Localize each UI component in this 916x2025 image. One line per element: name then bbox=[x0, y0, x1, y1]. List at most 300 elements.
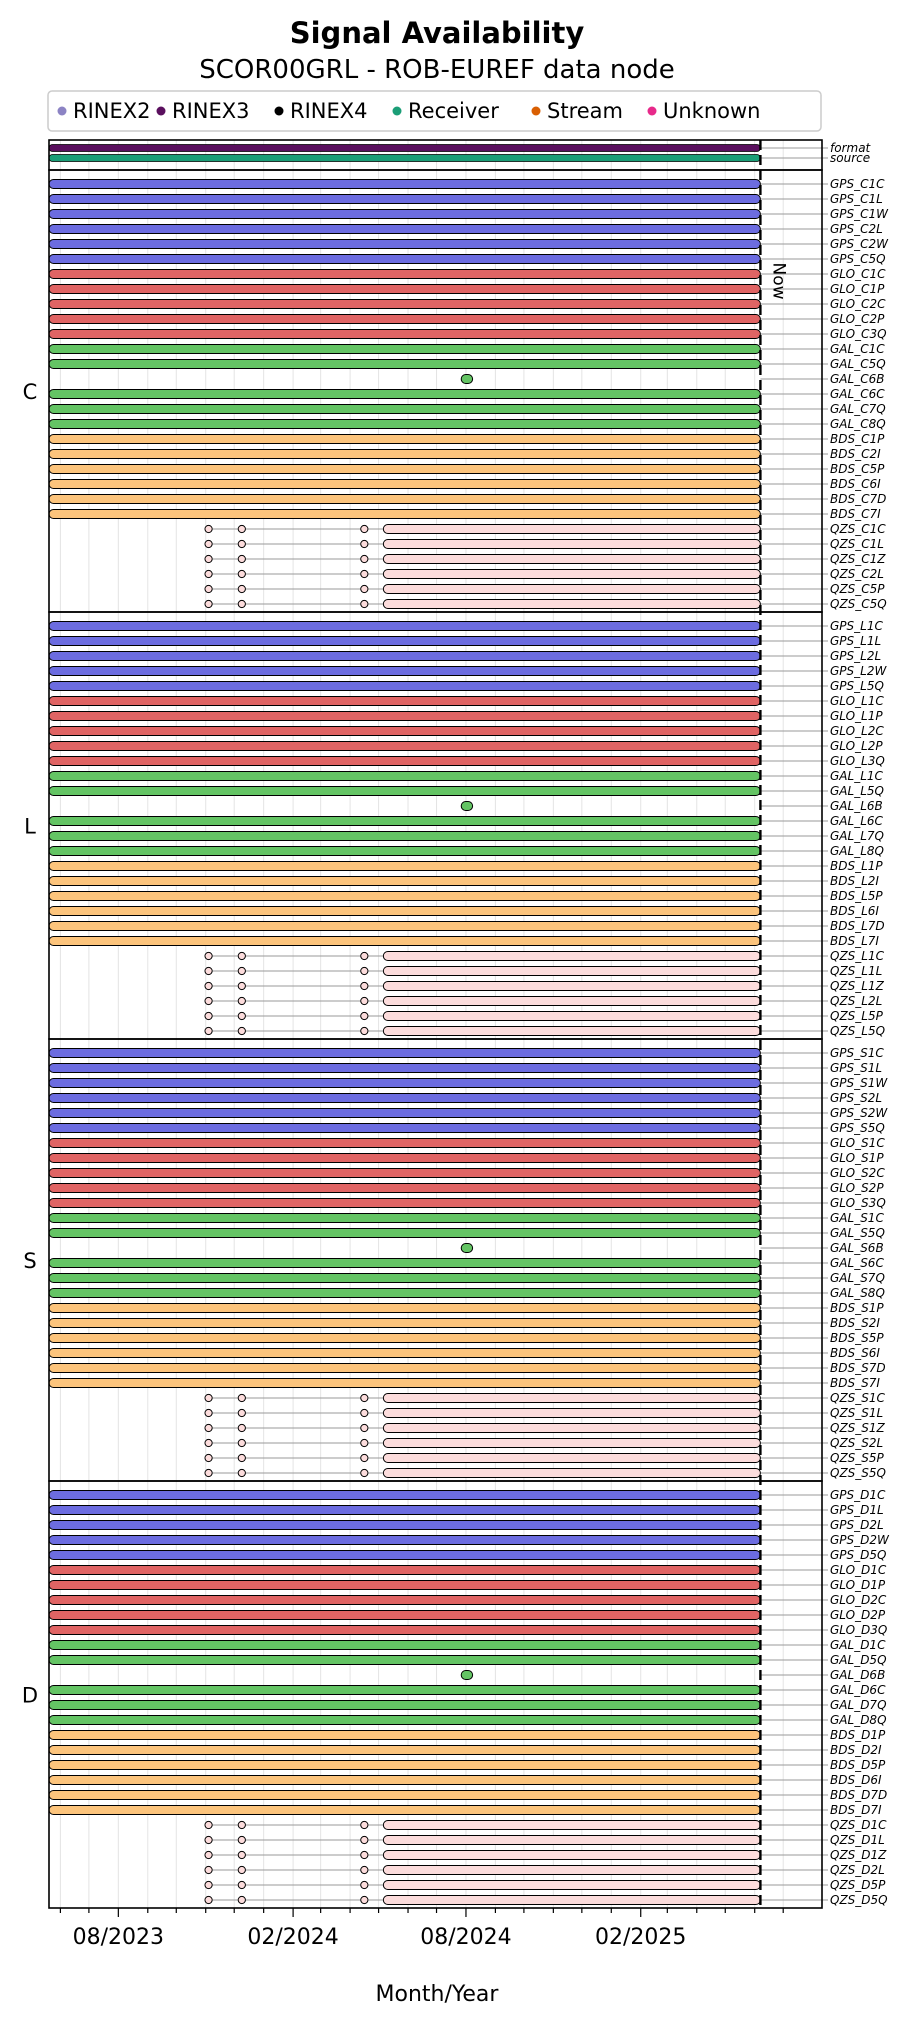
row-label: format bbox=[830, 141, 871, 155]
row-label: GAL_D6C bbox=[830, 1683, 886, 1697]
row-label: BDS_L7I bbox=[830, 934, 879, 948]
availability-bar bbox=[49, 847, 760, 856]
availability-point bbox=[238, 1881, 245, 1888]
availability-bar bbox=[49, 1139, 760, 1148]
availability-bar bbox=[49, 330, 760, 339]
x-tick-label: 02/2025 bbox=[595, 1925, 687, 1950]
availability-point bbox=[205, 1027, 212, 1034]
availability-point bbox=[205, 1454, 212, 1461]
row-label: QZS_S5Q bbox=[830, 1466, 886, 1480]
availability-bar bbox=[49, 210, 760, 219]
availability-bar bbox=[49, 922, 760, 931]
availability-point bbox=[361, 525, 368, 532]
availability-point bbox=[238, 570, 245, 577]
row-label: GAL_C6C bbox=[830, 387, 885, 401]
availability-bar bbox=[49, 1199, 760, 1208]
row-label: BDS_L5P bbox=[830, 889, 883, 903]
availability-bar bbox=[49, 682, 760, 691]
row-label: GLO_L1C bbox=[830, 694, 884, 708]
availability-bar bbox=[49, 180, 760, 189]
row-label: QZS_C1C bbox=[830, 522, 886, 536]
availability-bar bbox=[49, 697, 760, 706]
legend-item-receiver bbox=[393, 99, 500, 123]
availability-bar bbox=[461, 1671, 472, 1680]
availability-point bbox=[238, 1394, 245, 1401]
availability-point bbox=[361, 1439, 368, 1446]
row-label: QZS_C1Z bbox=[830, 552, 886, 566]
row-label: QZS_S5P bbox=[830, 1451, 884, 1465]
availability-point bbox=[361, 1866, 368, 1873]
availability-point bbox=[361, 1409, 368, 1416]
row-label: GPS_L2W bbox=[830, 664, 887, 678]
row-label: QZS_C5Q bbox=[830, 597, 887, 611]
legend-marker-receiver bbox=[393, 107, 402, 116]
availability-point bbox=[205, 1881, 212, 1888]
availability-bar bbox=[49, 772, 760, 781]
row-label: GLO_D3Q bbox=[830, 1623, 888, 1637]
panel-L bbox=[49, 622, 828, 1036]
availability-bar bbox=[49, 480, 760, 489]
row-label: QZS_L1Z bbox=[830, 979, 884, 993]
availability-bar bbox=[49, 1229, 760, 1238]
availability-point bbox=[205, 555, 212, 562]
panel-label-S: S bbox=[23, 1249, 37, 1273]
availability-bar bbox=[49, 1334, 760, 1343]
legend-label-rinex2: RINEX2 bbox=[73, 99, 151, 123]
availability-bar bbox=[383, 997, 760, 1006]
availability-bar bbox=[383, 540, 760, 549]
availability-bar bbox=[49, 1154, 760, 1163]
availability-point bbox=[361, 1454, 368, 1461]
availability-bar bbox=[49, 1289, 760, 1298]
row-label: GPS_L1L bbox=[830, 634, 882, 648]
availability-bar bbox=[49, 345, 760, 354]
row-label: GLO_D2C bbox=[830, 1593, 887, 1607]
legend-marker-stream bbox=[532, 107, 541, 116]
row-label: BDS_D7D bbox=[830, 1788, 888, 1802]
availability-point bbox=[205, 1409, 212, 1416]
row-label: GLO_D1P bbox=[830, 1578, 886, 1592]
plot-marks bbox=[49, 145, 828, 1905]
availability-point bbox=[238, 555, 245, 562]
availability-bar bbox=[461, 802, 472, 811]
row-label: GAL_C1C bbox=[830, 342, 885, 356]
row-label: QZS_S1C bbox=[830, 1391, 885, 1405]
availability-bar bbox=[383, 1409, 760, 1418]
legend-label-stream: Stream bbox=[547, 99, 623, 123]
availability-point bbox=[205, 1896, 212, 1903]
row-label: GAL_L6C bbox=[830, 814, 883, 828]
availability-bar bbox=[383, 1454, 760, 1463]
availability-bar bbox=[383, 1866, 760, 1875]
availability-point bbox=[238, 1027, 245, 1034]
row-label: GLO_C2P bbox=[830, 312, 885, 326]
availability-bar bbox=[49, 907, 760, 916]
availability-point bbox=[361, 1851, 368, 1858]
availability-bar bbox=[49, 1491, 760, 1500]
row-label: GPS_C2L bbox=[830, 222, 883, 236]
row-label: GPS_D5Q bbox=[830, 1548, 887, 1562]
availability-bar bbox=[49, 817, 760, 826]
availability-bar bbox=[49, 1319, 760, 1328]
availability-point bbox=[205, 1424, 212, 1431]
availability-bar bbox=[383, 1424, 760, 1433]
row-label: GPS_C2W bbox=[830, 237, 889, 251]
panel-label-C: C bbox=[22, 380, 38, 404]
availability-bar bbox=[49, 1521, 760, 1530]
availability-point bbox=[238, 525, 245, 532]
availability-bar bbox=[49, 1581, 760, 1590]
row-label: GAL_S8Q bbox=[830, 1286, 885, 1300]
row-label: GLO_S1P bbox=[830, 1151, 884, 1165]
row-label: GLO_D2P bbox=[830, 1608, 886, 1622]
availability-point bbox=[205, 1012, 212, 1019]
row-label: GPS_L2L bbox=[830, 649, 882, 663]
availability-bar bbox=[49, 1731, 760, 1740]
availability-bar bbox=[49, 1094, 760, 1103]
row-label: GAL_D8Q bbox=[830, 1713, 887, 1727]
availability-bar bbox=[49, 240, 760, 249]
availability-bar bbox=[49, 1746, 760, 1755]
row-label: QZS_D5Q bbox=[830, 1893, 888, 1907]
availability-point bbox=[205, 967, 212, 974]
availability-bar bbox=[49, 1776, 760, 1785]
row-label: QZS_D1C bbox=[830, 1818, 887, 1832]
availability-bar bbox=[383, 1027, 760, 1036]
row-label: QZS_S1Z bbox=[830, 1421, 885, 1435]
row-label: GPS_D1C bbox=[830, 1488, 886, 1502]
availability-bar bbox=[49, 195, 760, 204]
legend-marker-rinex2 bbox=[58, 107, 67, 116]
availability-point bbox=[361, 1394, 368, 1401]
availability-bar bbox=[49, 1536, 760, 1545]
availability-point bbox=[238, 1851, 245, 1858]
panel-label-L: L bbox=[24, 814, 36, 839]
row-label: QZS_L1C bbox=[830, 949, 884, 963]
row-label: QZS_C2L bbox=[830, 567, 884, 581]
availability-point bbox=[361, 585, 368, 592]
availability-bar bbox=[49, 405, 760, 414]
availability-bar bbox=[383, 1851, 760, 1860]
availability-bar bbox=[383, 982, 760, 991]
availability-bar bbox=[49, 1109, 760, 1118]
availability-bar bbox=[49, 255, 760, 264]
availability-bar bbox=[49, 1049, 760, 1058]
row-label: source bbox=[830, 151, 871, 165]
availability-point bbox=[238, 1896, 245, 1903]
row-label: QZS_L2L bbox=[830, 994, 883, 1008]
row-label: GAL_C5Q bbox=[830, 357, 886, 371]
availability-bar bbox=[49, 652, 760, 661]
availability-point bbox=[205, 1394, 212, 1401]
row-label: BDS_L6I bbox=[830, 904, 879, 918]
row-label: GLO_C1P bbox=[830, 282, 885, 296]
availability-point bbox=[205, 585, 212, 592]
availability-bar bbox=[49, 360, 760, 369]
row-label: GAL_L7Q bbox=[830, 829, 884, 843]
availability-bar bbox=[383, 570, 760, 579]
row-label: BDS_D2I bbox=[830, 1743, 882, 1757]
availability-point bbox=[238, 1469, 245, 1476]
row-label: BDS_L2I bbox=[830, 874, 879, 888]
row-label: QZS_L5P bbox=[830, 1009, 883, 1023]
row-label: GAL_D7Q bbox=[830, 1698, 887, 1712]
availability-point bbox=[361, 1836, 368, 1843]
availability-bar bbox=[383, 1821, 760, 1830]
row-label: QZS_C5P bbox=[830, 582, 885, 596]
availability-bar bbox=[49, 1551, 760, 1560]
availability-point bbox=[205, 600, 212, 607]
row-label: BDS_C5P bbox=[830, 462, 885, 476]
availability-bar bbox=[49, 510, 760, 519]
availability-point bbox=[361, 1469, 368, 1476]
availability-bar bbox=[49, 1701, 760, 1710]
availability-bar bbox=[383, 1012, 760, 1021]
row-label: BDS_D5P bbox=[830, 1758, 886, 1772]
availability-point bbox=[205, 997, 212, 1004]
row-label: BDS_D6I bbox=[830, 1773, 882, 1787]
row-label: BDS_L1P bbox=[830, 859, 883, 873]
row-label: GAL_L1C bbox=[830, 769, 883, 783]
legend-item-unknown bbox=[648, 99, 761, 123]
availability-point bbox=[361, 982, 368, 989]
row-label: BDS_D7I bbox=[830, 1803, 882, 1817]
row-label: QZS_S1L bbox=[830, 1406, 884, 1420]
row-label: QZS_D2L bbox=[830, 1863, 885, 1877]
availability-point bbox=[205, 952, 212, 959]
x-tick-label: 02/2024 bbox=[247, 1925, 339, 1950]
availability-point bbox=[238, 1012, 245, 1019]
row-label: GLO_L2C bbox=[830, 724, 884, 738]
row-label: GAL_D1C bbox=[830, 1638, 886, 1652]
row-label: GLO_C1C bbox=[830, 267, 886, 281]
row-label: GPS_S1C bbox=[830, 1046, 884, 1060]
row-label: GPS_S5Q bbox=[830, 1121, 885, 1135]
availability-bar bbox=[49, 1079, 760, 1088]
row-label: GPS_C5Q bbox=[830, 252, 886, 266]
row-label: BDS_S6I bbox=[830, 1346, 880, 1360]
panel-D bbox=[49, 1491, 828, 1905]
availability-bar bbox=[49, 1304, 760, 1313]
row-label: GAL_D5Q bbox=[830, 1653, 887, 1667]
row-label: GLO_C2C bbox=[830, 297, 886, 311]
x-axis bbox=[60, 1908, 783, 1950]
availability-bar bbox=[49, 892, 760, 901]
availability-bar bbox=[49, 1184, 760, 1193]
row-label: GPS_C1C bbox=[830, 177, 885, 191]
row-label: BDS_S2I bbox=[830, 1316, 880, 1330]
availability-point bbox=[238, 1439, 245, 1446]
availability-bar bbox=[49, 465, 760, 474]
availability-bar bbox=[383, 1394, 760, 1403]
availability-bar bbox=[49, 1596, 760, 1605]
availability-point bbox=[361, 1012, 368, 1019]
row-label: GAL_S6C bbox=[830, 1256, 884, 1270]
row-label: QZS_L1L bbox=[830, 964, 883, 978]
availability-bar bbox=[383, 1836, 760, 1845]
availability-bar bbox=[49, 1506, 760, 1515]
row-label: GPS_C1W bbox=[830, 207, 889, 221]
row-label: BDS_C1P bbox=[830, 432, 885, 446]
x-tick-label: 08/2023 bbox=[72, 1925, 165, 1950]
availability-bar bbox=[383, 600, 760, 609]
legend-label-receiver: Receiver bbox=[408, 99, 499, 123]
row-label: QZS_D5P bbox=[830, 1878, 886, 1892]
availability-bar bbox=[49, 450, 760, 459]
availability-point bbox=[238, 585, 245, 592]
availability-bar bbox=[49, 877, 760, 886]
availability-point bbox=[361, 952, 368, 959]
row-label: BDS_S7I bbox=[830, 1376, 880, 1390]
availability-bar bbox=[49, 1791, 760, 1800]
row-label: GPS_C1L bbox=[830, 192, 883, 206]
availability-bar bbox=[49, 1349, 760, 1358]
availability-bar bbox=[383, 585, 760, 594]
availability-point bbox=[361, 600, 368, 607]
availability-point bbox=[238, 952, 245, 959]
availability-point bbox=[361, 1027, 368, 1034]
availability-bar bbox=[49, 435, 760, 444]
availability-point bbox=[238, 982, 245, 989]
row-label: GAL_S7Q bbox=[830, 1271, 885, 1285]
availability-point bbox=[238, 1409, 245, 1416]
row-label: QZS_S2L bbox=[830, 1436, 884, 1450]
availability-bar bbox=[49, 862, 760, 871]
row-label: GLO_L3Q bbox=[830, 754, 885, 768]
availability-bar bbox=[461, 1244, 472, 1253]
availability-bar bbox=[461, 375, 472, 384]
availability-bar bbox=[49, 1686, 760, 1695]
availability-bar bbox=[49, 1806, 760, 1815]
availability-point bbox=[205, 982, 212, 989]
row-label: BDS_L7D bbox=[830, 919, 885, 933]
availability-point bbox=[361, 967, 368, 974]
availability-bar bbox=[49, 1274, 760, 1283]
availability-point bbox=[361, 570, 368, 577]
availability-point bbox=[205, 1821, 212, 1828]
row-label: BDS_C2I bbox=[830, 447, 881, 461]
availability-bar bbox=[49, 1566, 760, 1575]
row-label: GPS_S1L bbox=[830, 1061, 883, 1075]
row-label: GLO_L1P bbox=[830, 709, 883, 723]
availability-bar bbox=[49, 727, 760, 736]
row-label: GPS_D1L bbox=[830, 1503, 884, 1517]
availability-bar bbox=[49, 1214, 760, 1223]
availability-point bbox=[238, 1454, 245, 1461]
x-tick-label: 08/2024 bbox=[420, 1925, 512, 1950]
availability-bar bbox=[49, 1259, 760, 1268]
row-label: GAL_L5Q bbox=[830, 784, 884, 798]
availability-bar bbox=[49, 1379, 760, 1388]
availability-point bbox=[205, 525, 212, 532]
panel-label-D: D bbox=[21, 1683, 39, 1708]
row-label: GAL_S6B bbox=[830, 1241, 884, 1255]
legend-marker-rinex4 bbox=[275, 107, 284, 116]
availability-point bbox=[238, 1821, 245, 1828]
availability-point bbox=[205, 1851, 212, 1858]
availability-bar bbox=[383, 1469, 760, 1478]
row-label: BDS_S5P bbox=[830, 1331, 884, 1345]
availability-bar bbox=[383, 1439, 760, 1448]
availability-bar bbox=[383, 967, 760, 976]
meta-bar-format bbox=[49, 145, 760, 152]
availability-bar bbox=[49, 225, 760, 234]
row-label: GLO_S2C bbox=[830, 1166, 885, 1180]
availability-bar bbox=[49, 1641, 760, 1650]
availability-bar bbox=[49, 300, 760, 309]
meta-rows bbox=[49, 145, 828, 162]
availability-point bbox=[238, 997, 245, 1004]
legend-label-rinex4: RINEX4 bbox=[290, 99, 368, 123]
legend-label-unknown: Unknown bbox=[663, 99, 761, 123]
availability-bar bbox=[49, 1716, 760, 1725]
row-label: QZS_D1L bbox=[830, 1833, 885, 1847]
row-label: GLO_L2P bbox=[830, 739, 883, 753]
row-label: GPS_S2W bbox=[830, 1106, 888, 1120]
availability-bar bbox=[49, 1656, 760, 1665]
availability-bar bbox=[49, 1124, 760, 1133]
availability-bar bbox=[49, 1064, 760, 1073]
availability-point bbox=[238, 1866, 245, 1873]
availability-bar bbox=[49, 315, 760, 324]
row-label: GPS_D2W bbox=[830, 1533, 889, 1547]
row-label: BDS_C7D bbox=[830, 492, 887, 506]
x-axis-label: Month/Year bbox=[375, 1982, 499, 2007]
row-label: GAL_L8Q bbox=[830, 844, 884, 858]
row-label: GPS_S2L bbox=[830, 1091, 883, 1105]
legend-label-rinex3: RINEX3 bbox=[172, 99, 250, 123]
availability-point bbox=[238, 1836, 245, 1843]
availability-bar bbox=[49, 757, 760, 766]
availability-bar bbox=[49, 622, 760, 631]
row-label: QZS_L5Q bbox=[830, 1024, 886, 1038]
availability-bar bbox=[49, 270, 760, 279]
availability-point bbox=[361, 1896, 368, 1903]
row-label: GAL_D6B bbox=[830, 1668, 886, 1682]
chart-title: Signal Availability bbox=[289, 16, 585, 50]
row-label: GLO_D1C bbox=[830, 1563, 887, 1577]
availability-bar bbox=[49, 667, 760, 676]
availability-point bbox=[361, 997, 368, 1004]
row-label: GLO_S2P bbox=[830, 1181, 884, 1195]
availability-bar bbox=[49, 1761, 760, 1770]
availability-point bbox=[361, 1424, 368, 1431]
availability-point bbox=[238, 540, 245, 547]
availability-point bbox=[205, 1439, 212, 1446]
row-label: BDS_S1P bbox=[830, 1301, 884, 1315]
availability-bar bbox=[49, 712, 760, 721]
availability-point bbox=[205, 540, 212, 547]
row-label: GAL_S1C bbox=[830, 1211, 884, 1225]
availability-bar bbox=[383, 1896, 760, 1905]
legend-marker-rinex3 bbox=[157, 107, 166, 116]
row-label: QZS_D1Z bbox=[830, 1848, 887, 1862]
availability-point bbox=[205, 1469, 212, 1476]
availability-bar bbox=[49, 1626, 760, 1635]
availability-bar bbox=[49, 420, 760, 429]
availability-bar bbox=[49, 787, 760, 796]
availability-bar bbox=[383, 525, 760, 534]
row-label: GAL_L6B bbox=[830, 799, 883, 813]
row-label: BDS_C7I bbox=[830, 507, 881, 521]
availability-bar bbox=[383, 1881, 760, 1890]
panel-S bbox=[49, 1049, 828, 1478]
availability-bar bbox=[383, 555, 760, 564]
availability-bar bbox=[49, 1611, 760, 1620]
availability-bar bbox=[49, 742, 760, 751]
panel-C bbox=[49, 180, 828, 609]
row-label: GLO_S1C bbox=[830, 1136, 885, 1150]
